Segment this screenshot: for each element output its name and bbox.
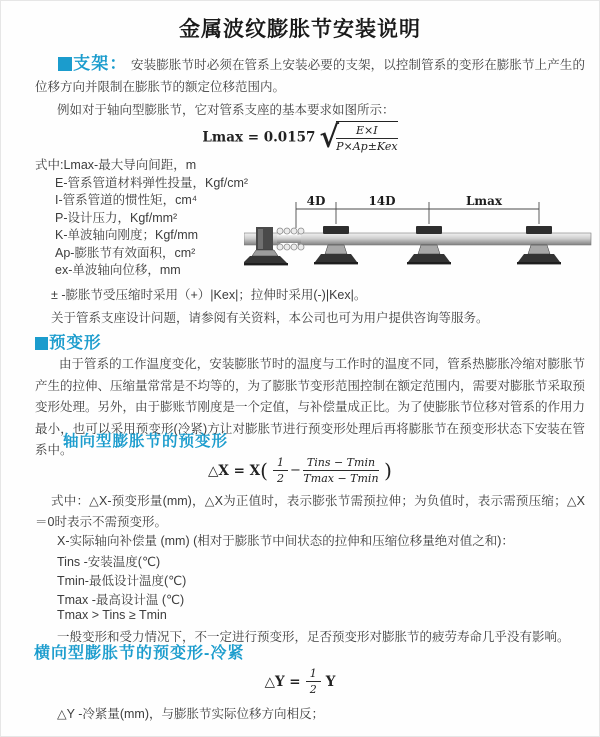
pipe-support-diagram (244, 193, 596, 271)
half-numerator: 1 (273, 456, 288, 471)
plus-minus-note: ± -膨胀节受压缩时采用（+）|Kex|；拉伸时采用(-)|Kex|。 (51, 288, 367, 302)
support-section-paragraph (35, 53, 585, 98)
axial-note: Tmax -最高设计温 (℃) (57, 593, 185, 607)
consulting-note: 关于管系支座设计问题，请参阅有关资料，本公司也可为用户提供咨询等服务。 (51, 311, 489, 325)
formula-lhs: Lmax = 0.0157 (202, 129, 316, 146)
definition-line: E-管系管道材料弹性投量，Kgf/cm² (55, 175, 249, 190)
close-paren: ) (384, 458, 392, 483)
pipe (298, 233, 591, 245)
axial-subheading: 轴向型膨胀节的预变形 (63, 433, 229, 450)
open-paren: ( (260, 458, 268, 483)
half-denominator: 2 (309, 683, 317, 697)
minus-operator: − (289, 463, 301, 479)
axial-note: Tins -安装温度(℃) (57, 555, 161, 569)
axial-preform-formula (1, 456, 599, 485)
definition-line: Ap-膨胀节有效面积，cm² (55, 245, 196, 260)
formula-rhs: Y (325, 674, 336, 691)
definition-line: I-管系管道的惯性矩，cm⁴ (55, 193, 198, 207)
definition-line: K-单波轴向刚度；Kgf/mm (55, 228, 199, 242)
support-section-heading: 支架： (73, 54, 128, 73)
axial-note: 一般变形和受力情况下，不一定进行预变形，足否预变形对膨胀节的疲劳寿命几乎没有影响。 (57, 630, 570, 644)
lateral-subheading: 横向型膨胀节的预变形-冷紧 (34, 645, 245, 662)
preform-paragraph: 由于管系的工作温度变化，安装膨胀节时的温度与工作时的温度不同，管系热膨胀冷缩对膨胀节产生的拉伸、压缩量常常是不均等的，为了膨胀节变形范围控制在额定范围内，需要对膨胀节采取预变形处理。另外，由于膨账节刚度是一个定值，与补偿量成正比。为了使膨胀节位移对管系的作用力最小，也可以采用预变形(冷紧)方让对膨胀节进行预变形处理后再将膨胀节在预变形状态下安装在管系中。 (35, 357, 586, 457)
axial-note: Tmin-最低设计温度(℃) (57, 574, 187, 588)
dimension-lines (296, 202, 539, 228)
dim-label-14d: 14D (368, 194, 396, 208)
formula-numerator: E×I (336, 124, 397, 139)
axial-note: X-实际轴向补偿量 (mm) (相对于膨胀节中间状态的拉伸和压缩位移量绝对值之和)： (57, 534, 514, 548)
lateral-note: △Y -冷紧量(mm)，与膨胀节实际位移方向相反； (57, 707, 325, 721)
support-intro-text: 安装膨胀节时必须在管系上安装必要的支架，以控制管系的变形在膨胀节上产生的位移方向并限制在膨胀节的额定位移范围内。 (35, 58, 585, 94)
symbol-definitions (35, 157, 248, 280)
page-title: 金属波纹膨胀节安装说明 (179, 18, 421, 41)
preform-section-heading (35, 329, 102, 353)
temp-numerator: Tins − Tmin (303, 456, 379, 471)
axial-note-main: 式中：△X-预变形量(mm)，△X为正值时，表示膨张节需预拉伸；为负值时，表示需预压缩；△X＝0时表示不需预变形。 (35, 494, 585, 529)
section-square-icon (35, 337, 48, 350)
lateral-preform-formula (1, 667, 599, 696)
preform-heading-label: 预变形 (49, 334, 102, 352)
definition-line: 式中:Lmax-最大导向间距，m (35, 158, 197, 172)
bellows-icon (277, 228, 304, 250)
half-denominator: 2 (276, 472, 284, 486)
formula-lhs: △Y = (264, 674, 301, 691)
guide-spacing-formula (1, 121, 599, 153)
formula-lhs: △X = X (208, 463, 261, 480)
support-example-line: 例如对于轴向型膨胀节，它对管系支座的基本要求如图所示： (57, 103, 395, 117)
definition-line: P-设计压力，Kgf/mm² (55, 210, 178, 225)
sqrt-icon: √ (319, 119, 340, 155)
formula-denominator: P×Ap±Kex (336, 140, 398, 154)
dim-label-lmax: Lmax (465, 194, 503, 208)
definition-line: ex-单波轴向位移，mm (55, 263, 181, 277)
half-numerator: 1 (306, 667, 321, 682)
section-square-icon (58, 57, 72, 71)
dim-label-4d: 4D (306, 194, 326, 208)
axial-note: Tmax > Tins ≥ Tmin (57, 608, 167, 622)
temp-denominator: Tmax − Tmin (303, 472, 379, 486)
